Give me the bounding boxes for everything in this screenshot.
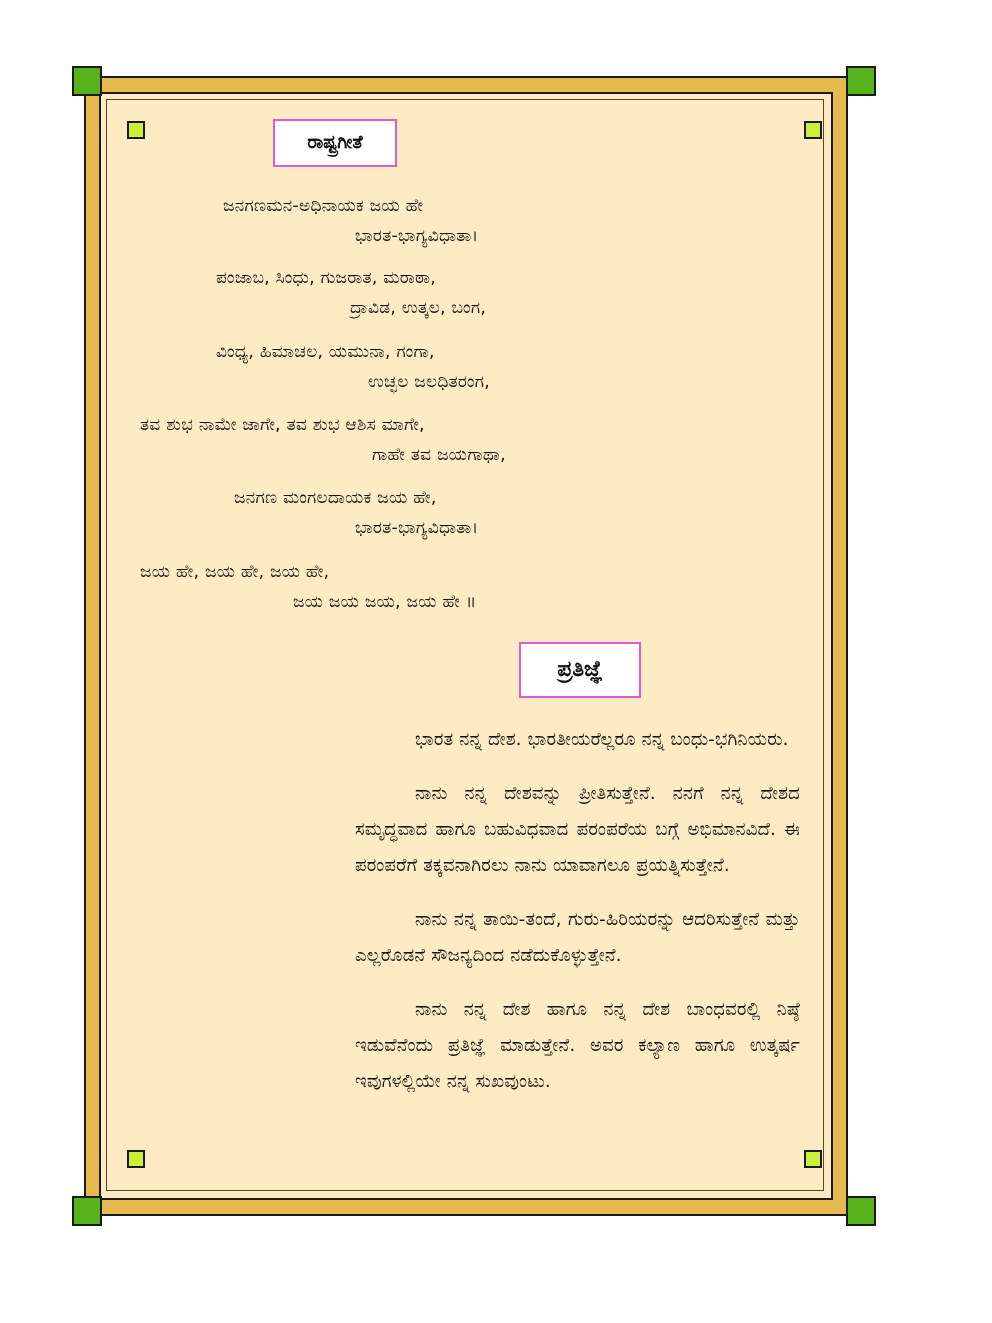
anthem-line: ಜಯ ಜಯ ಜಯ, ಜಯ ಹೇ ॥ [293, 592, 477, 612]
anthem-line: ತವ ಶುಭ ನಾಮೇ ಜಾಗೇ, ತವ ಶುಭ ಆಶಿಸ ಮಾಗೇ, [140, 415, 425, 435]
anthem-line: ಜನಗಣಮನ-ಅಧಿನಾಯಕ ಜಯ ಹೇ [223, 196, 424, 216]
anthem-line: ದ್ರಾವಿಡ, ಉತ್ಕಲ, ಬಂಗ, [350, 298, 487, 318]
inner-square-top-right [804, 121, 822, 139]
pledge-body [355, 722, 800, 1118]
pledge-paragraph: ನಾನು ನನ್ನ ದೇಶವನ್ನು ಪ್ರೀತಿಸುತ್ತೇನೆ. ನನಗೆ ನನ್ನ ದೇಶದ ಸಮೃದ್ಧವಾದ ಹಾಗೂ ಬಹುವಿಧವಾದ ಪರಂಪರೆಯ ಬಗ್ಗೆ ಅಭಿಮಾನವಿದೆ. ಈ ಪರಂಪರೆಗೆ ತಕ್ಕವನಾಗಿರಲು ನಾನು ಯಾವಾಗಲೂ ಪ್ರಯತ್ನಿಸುತ್ತೇನೆ. [355, 783, 800, 876]
pledge-title: ಪ್ರತಿಜ್ಞೆ [519, 642, 641, 698]
corner-square-top-left [72, 66, 102, 96]
corner-square-bottom-right [846, 1196, 876, 1226]
pledge-paragraph: ಭಾರತ ನನ್ನ ದೇಶ. ಭಾರತೀಯರೆಲ್ಲರೂ ನನ್ನ ಬಂಧು-ಭಗಿನಿಯರು. [415, 729, 789, 750]
anthem-line: ಉಚ್ಛಲ ಜಲಧಿತರಂಗ, [368, 372, 490, 392]
anthem-line: ಜನಗಣ ಮಂಗಲದಾಯಕ ಜಯ ಹೇ, [234, 488, 437, 508]
corner-square-bottom-left [72, 1196, 102, 1226]
inner-square-bottom-left [127, 1150, 145, 1168]
pledge-paragraph: ನಾನು ನನ್ನ ತಾಯಿ-ತಂದೆ, ಗುರು-ಹಿರಿಯರನ್ನು ಆದರಿಸುತ್ತೇನೆ ಮತ್ತು ಎಲ್ಲರೊಡನೆ ಸೌಜನ್ಯದಿಂದ ನಡೆದುಕೊಳ್ಳುತ್ತೇನೆ. [355, 909, 800, 966]
anthem-line: ಗಾಹೇ ತವ ಜಯಗಾಥಾ, [372, 445, 506, 465]
anthem-line: ಜಯ ಹೇ, ಜಯ ಹೇ, ಜಯ ಹೇ, [140, 562, 330, 582]
anthem-title: ರಾಷ್ಟ್ರಗೀತೆ [273, 119, 397, 167]
inner-square-bottom-right [804, 1150, 822, 1168]
pledge-paragraph: ನಾನು ನನ್ನ ದೇಶ ಹಾಗೂ ನನ್ನ ದೇಶ ಬಾಂಧವರಲ್ಲಿ ನಿಷ್ಠೆ ಇಡುವೆನೆಂದು ಪ್ರತಿಜ್ಞೆ ಮಾಡುತ್ತೇನೆ. ಅವರ ಕಲ್ಯಾಣ ಹಾಗೂ ಉತ್ಕರ್ಷ ಇವುಗಳಲ್ಲಿಯೇ ನನ್ನ ಸುಖವುಂಟು. [355, 999, 800, 1092]
anthem-line: ಭಾರತ-ಭಾಗ್ಯವಿಧಾತಾ। [355, 226, 479, 246]
inner-square-top-left [127, 121, 145, 139]
anthem-line: ಪಂಜಾಬ, ಸಿಂಧು, ಗುಜರಾತ, ಮರಾಠಾ, [216, 268, 437, 288]
anthem-line: ಭಾರತ-ಭಾಗ್ಯವಿಧಾತಾ। [355, 518, 479, 538]
corner-square-top-right [846, 66, 876, 96]
anthem-line: ವಿಂಧ್ಯ, ಹಿಮಾಚಲ, ಯಮುನಾ, ಗಂಗಾ, [216, 342, 435, 362]
